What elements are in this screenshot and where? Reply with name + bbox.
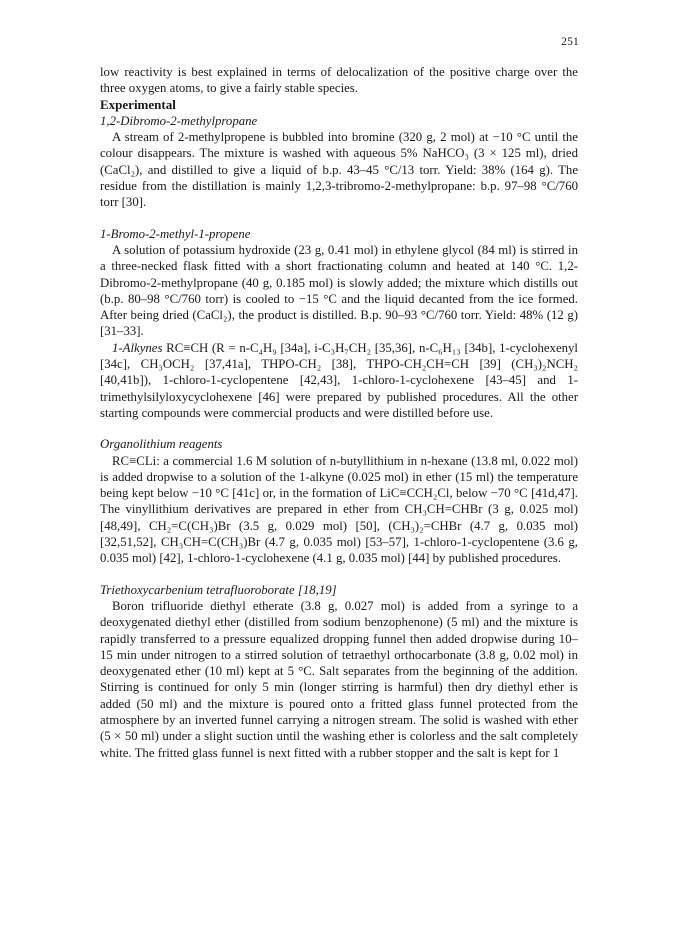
subsection-heading: Organolithium reagents <box>100 437 223 452</box>
subsection-dibromo <box>100 113 578 211</box>
subsection-paragraph: A stream of 2-methylpropene is bubbled into bromine (320 g, 2 mol) at −10 °C until the colour disappears. The mixture is washed with aqueous 5% NaHCO₃ (3 × 125 ml), dried (CaCl₂), and distilled to give a liquid of b.p. 43–45 °C/13 torr. Yield: 38% (164 g). The residue from the distillation is mainly 1,2,3-tribromo-2-methylpropane: b.p. 97–98 °C/760 torr [30]. <box>100 130 578 210</box>
subsection-heading: Triethoxycarbenium tetrafluoroborate [18,19] <box>100 582 337 597</box>
alkynes-paragraph <box>100 340 578 421</box>
alkynes-text: RC≡CH (R = n-C₄H₉ [34a], i-C₃H₇CH₂ [35,36], n-C₆H₁₃ [34b], 1-cyclohexenyl [34c], CH₃OCH₂ [37,41a], THPO-CH₂ [38], THPO-CH₂CH=CH [39] (CH₃)₂NCH₂ [40,41b]), 1-chloro-1-cyclopentene [42,43], 1-chloro-1-cyclohexene [43–45] and 1-trimethylsilyloxycyclohexene [46] were prepared by published procedures. All the other starting compounds were commercial products and were distilled before use. <box>100 340 578 420</box>
page-number: 251 <box>561 36 579 48</box>
subsection-bromo-propene <box>100 226 578 422</box>
page-body <box>100 64 578 761</box>
subsection-paragraph: Boron trifluoride diethyl etherate (3.8 g, 0.027 mol) is added from a syringe to a deoxygenated diethyl ether (distilled from sodium benzophenone) (5 ml) and the mixture is rapidly transferred to a pressure equalized dropping funnel then added dropwise during 10–15 min under nitrogen to a stirred solution of tetraethyl orthocarbonate (3.8 g, 0.02 mol) in deoxygenated ether (10 ml) kept at 5 °C. Salt separates from the beginning of the addition. Stirring is continued for only 5 min (longer stirring is harmful) then dry diethyl ether is added (50 ml) and the mixture is poured onto a fritted glass funnel protected from the atmosphere by an inverted funnel carrying a nitrogen stream. The solid is washed with ether (5 × 50 ml) under a slight suction until the washing ether is colorless and the salt completely white. The fritted glass funnel is next fitted with a rubber stopper and the salt is kept for 1 <box>100 598 578 760</box>
runin-heading-alkynes: 1-Alkynes <box>112 340 163 355</box>
subsection-organolithium <box>100 436 578 566</box>
intro-paragraph: low reactivity is best explained in terms of delocalization of the positive charge over the three oxygen atoms, to give a fairly stable species. <box>100 65 578 96</box>
subsection-paragraph: RC≡CLi: a commercial 1.6 M solution of n-butyllithium in n-hexane (13.8 ml, 0.022 mol) is added dropwise to a solution of the 1-alkyne (0.025 mol) in ether (15 ml) the temperature being kept below −10 °C [41c] or, in the formation of LiC≡CCH₂Cl, below −70 °C [41d,47]. The vinyllithium derivatives are prepared in ether from CH₃CH=CHBr (3 g, 0.025 mol) [48,49], CH₂=C(CH₃)Br (3.5 g, 0.029 mol) [50], (CH₃)₂=CHBr (4.7 g, 0.035 mol) [32,51,52], CH₃CH=C(CH₃)Br (4.7 g, 0.035 mol) [53–57], 1-chloro-1-cyclopentene (3.6 g, 0.035 mol) [42], 1-chloro-1-cyclohexene (4.1 g, 0.035 mol) [44] by published procedures. <box>100 453 578 566</box>
section-heading-experimental: Experimental <box>100 96 176 112</box>
subsection-triethoxycarbenium <box>100 582 578 761</box>
subsection-heading: 1,2-Dibromo-2-methylpropane <box>100 113 258 128</box>
subsection-heading: 1-Bromo-2-methyl-1-propene <box>100 226 251 241</box>
subsection-paragraph: A solution of potassium hydroxide (23 g, 0.41 mol) in ethylene glycol (84 ml) is stirred in a three-necked flask fitted with a short fractionating column and heated at 140 °C. 1,2-Dibromo-2-methylpropane (40 g, 0.185 mol) is slowly added; the mixture which distills out (b.p. 80–98 °C/760 torr) is cooled to −15 °C and the liquid decanted from the ice formed. After being dried (CaCl₂), the product is distilled. B.p. 90–93 °C/760 torr. Yield: 48% (12 g) [31–33]. <box>100 242 578 339</box>
